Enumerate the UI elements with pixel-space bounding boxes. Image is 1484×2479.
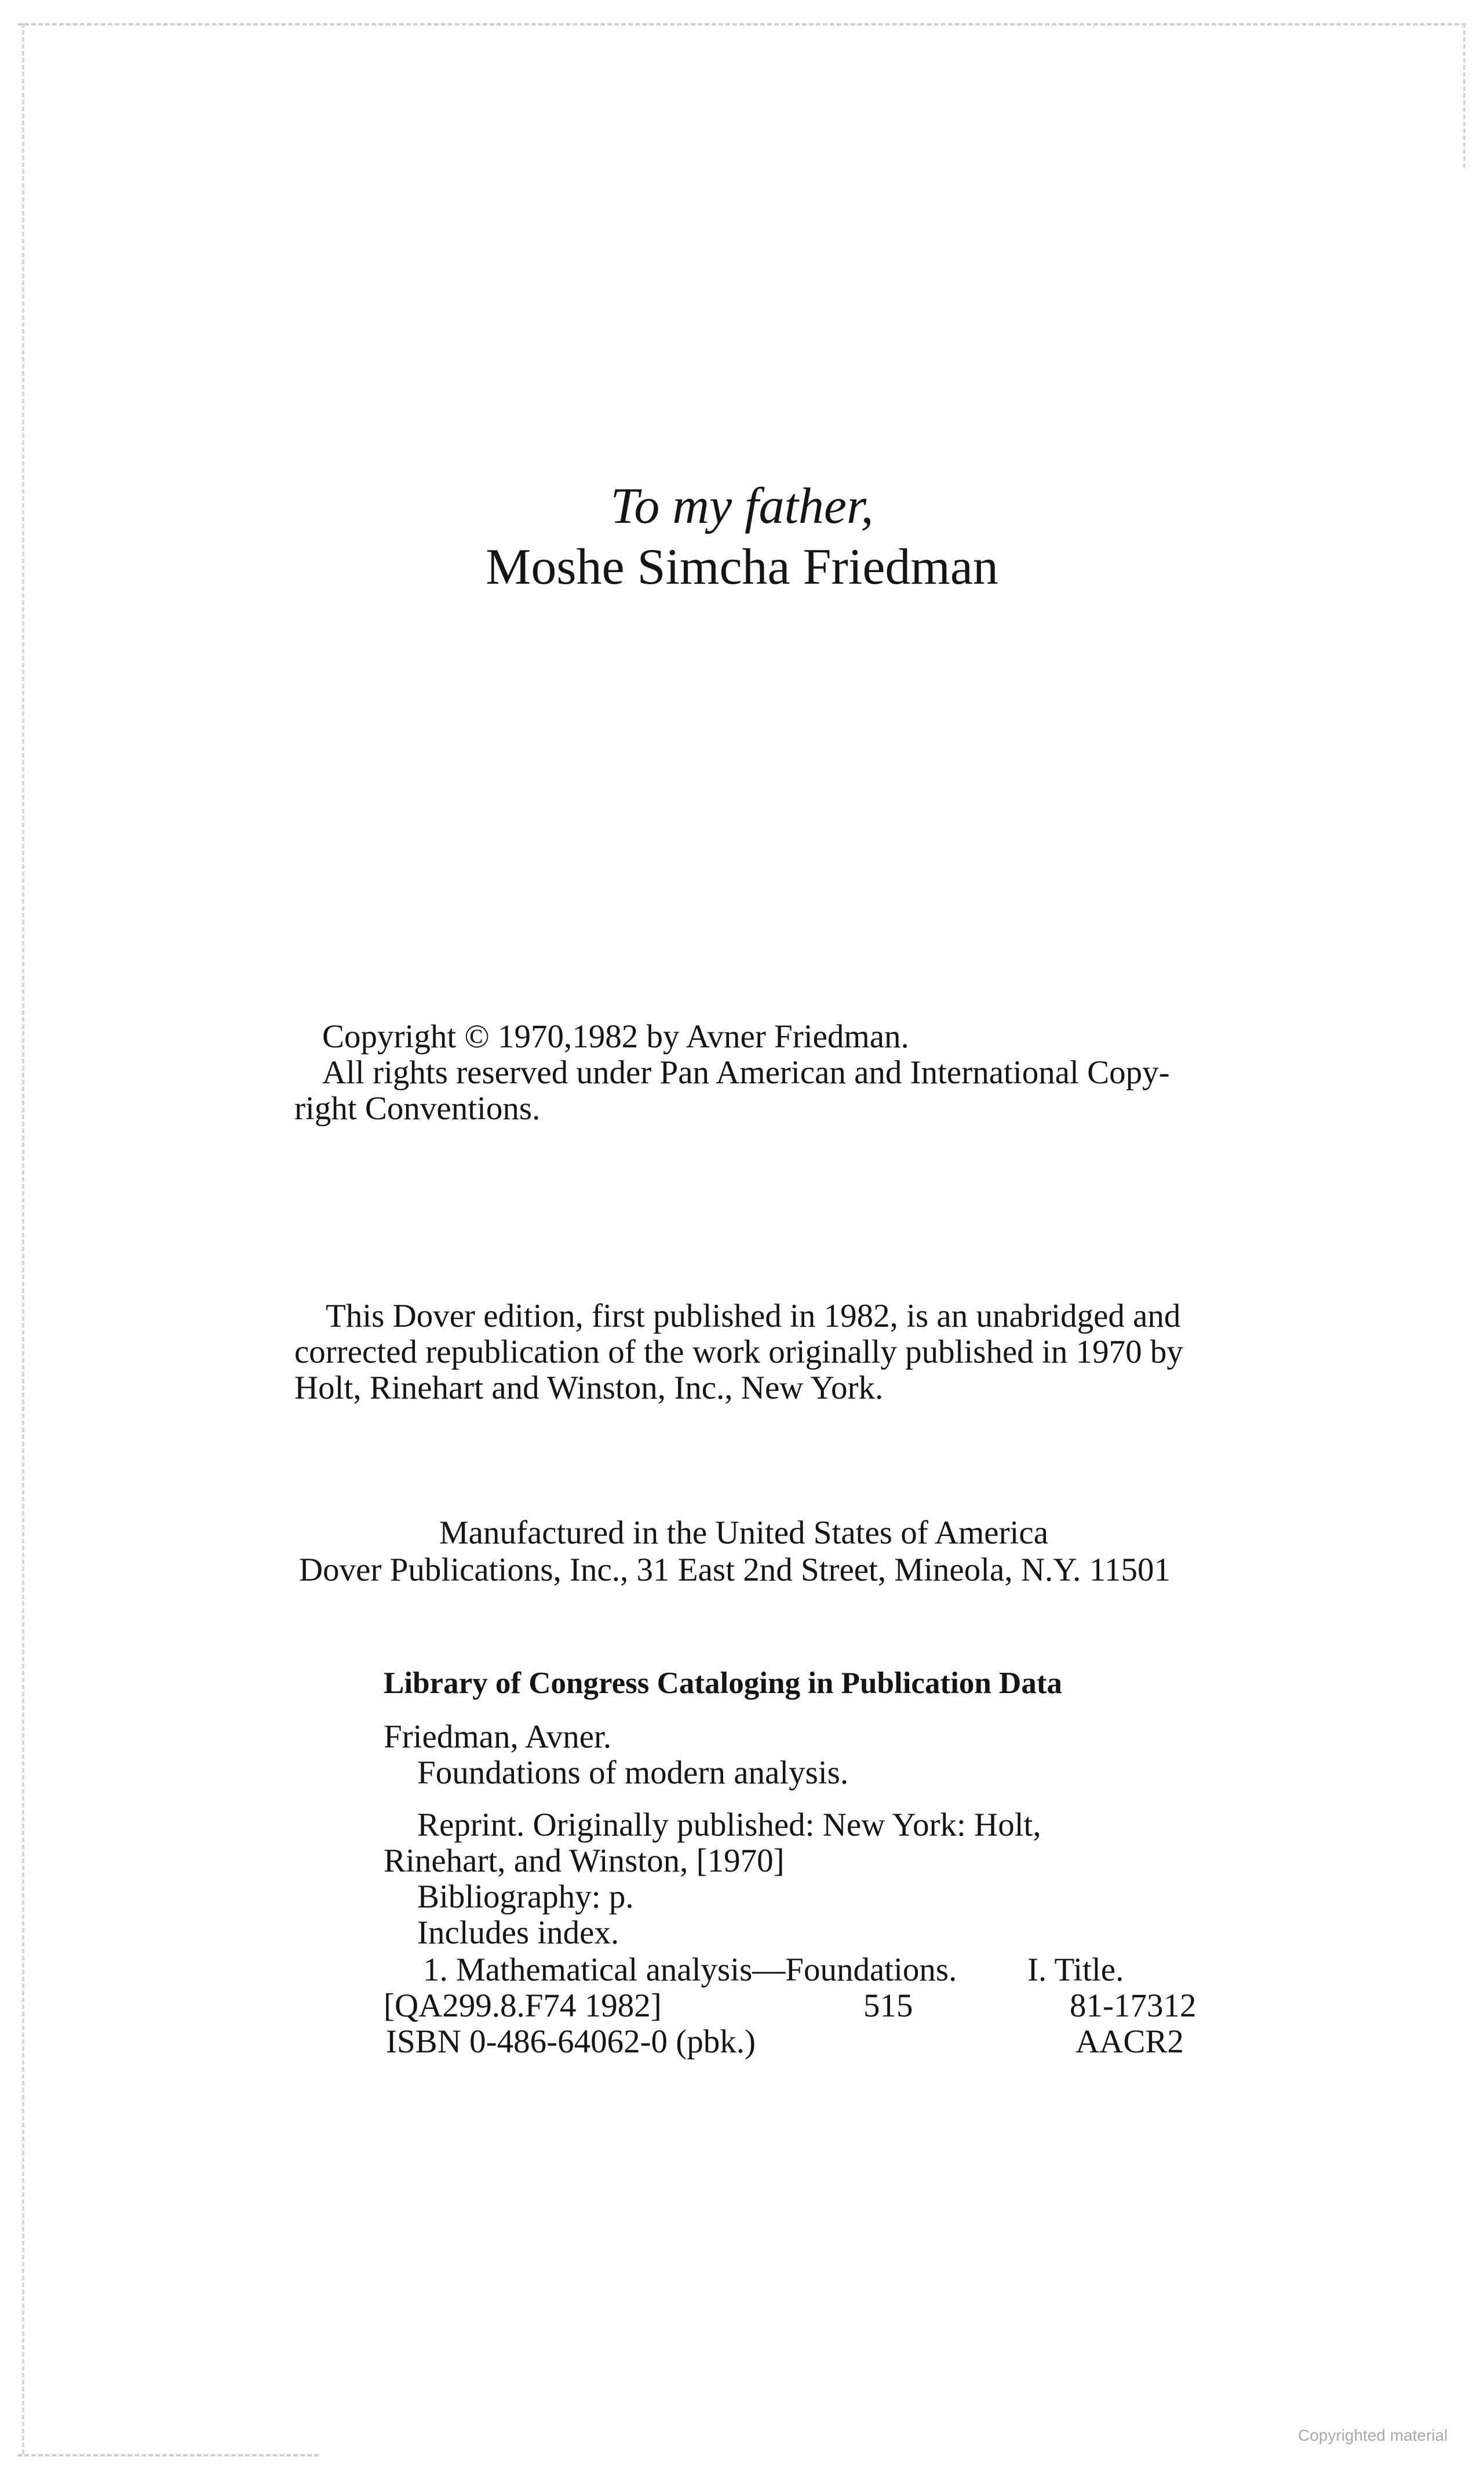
copyright-line-1: Copyright © 1970,1982 by Avner Friedman. <box>322 1018 909 1055</box>
cip-heading: Library of Congress Cataloging in Publication Data <box>384 1666 1062 1700</box>
cip-title-entry: I. Title. <box>1027 1952 1124 1988</box>
dedication-name: Moshe Simcha Friedman <box>486 539 998 595</box>
publisher-address: Dover Publications, Inc., 31 East 2nd Street, Mineola, N.Y. 11501 <box>299 1552 1171 1588</box>
cip-title: Foundations of modern analysis. <box>417 1754 849 1791</box>
cip-lccn: 81-17312 <box>1070 1987 1197 2024</box>
copyright-watermark: Copyrighted material <box>1298 2426 1448 2444</box>
cip-reprint-line-2: Rinehart, and Winston, [1970] <box>384 1843 785 1879</box>
manufacture-line-1: Manufactured in the United States of America <box>439 1515 1048 1551</box>
cip-bibliography: Bibliography: p. <box>417 1879 634 1915</box>
cip-subjects: 1. Mathematical analysis—Foundations. <box>423 1952 957 1988</box>
edition-line-1: This Dover edition, first published in 1982, is an unabridged and <box>326 1298 1181 1334</box>
copyright-line-2: All rights reserved under Pan American and International Copy- <box>322 1054 1170 1091</box>
cip-rules: AACR2 <box>1075 2023 1184 2060</box>
scan-edge-left <box>22 23 24 2454</box>
cip-reprint-line-1: Reprint. Originally published: New York: Holt, <box>417 1807 1041 1843</box>
scan-edge-right <box>1463 23 1465 168</box>
dedication-line-1: To my father, <box>610 478 874 534</box>
edition-line-3: Holt, Rinehart and Winston, Inc., New York. <box>294 1370 884 1406</box>
copyright-line-3: right Conventions. <box>294 1090 541 1127</box>
scan-edge-bottom <box>17 2454 319 2456</box>
cip-class-number: 515 <box>863 1987 913 2024</box>
cip-isbn: ISBN 0-486-64062-0 (pbk.) <box>386 2023 756 2060</box>
cip-call-number: [QA299.8.F74 1982] <box>384 1987 662 2024</box>
cip-author: Friedman, Avner. <box>384 1719 612 1755</box>
scan-edge-top <box>17 23 1466 26</box>
edition-line-2: corrected republication of the work originally published in 1970 by <box>294 1334 1183 1370</box>
cip-index: Includes index. <box>417 1914 619 1951</box>
